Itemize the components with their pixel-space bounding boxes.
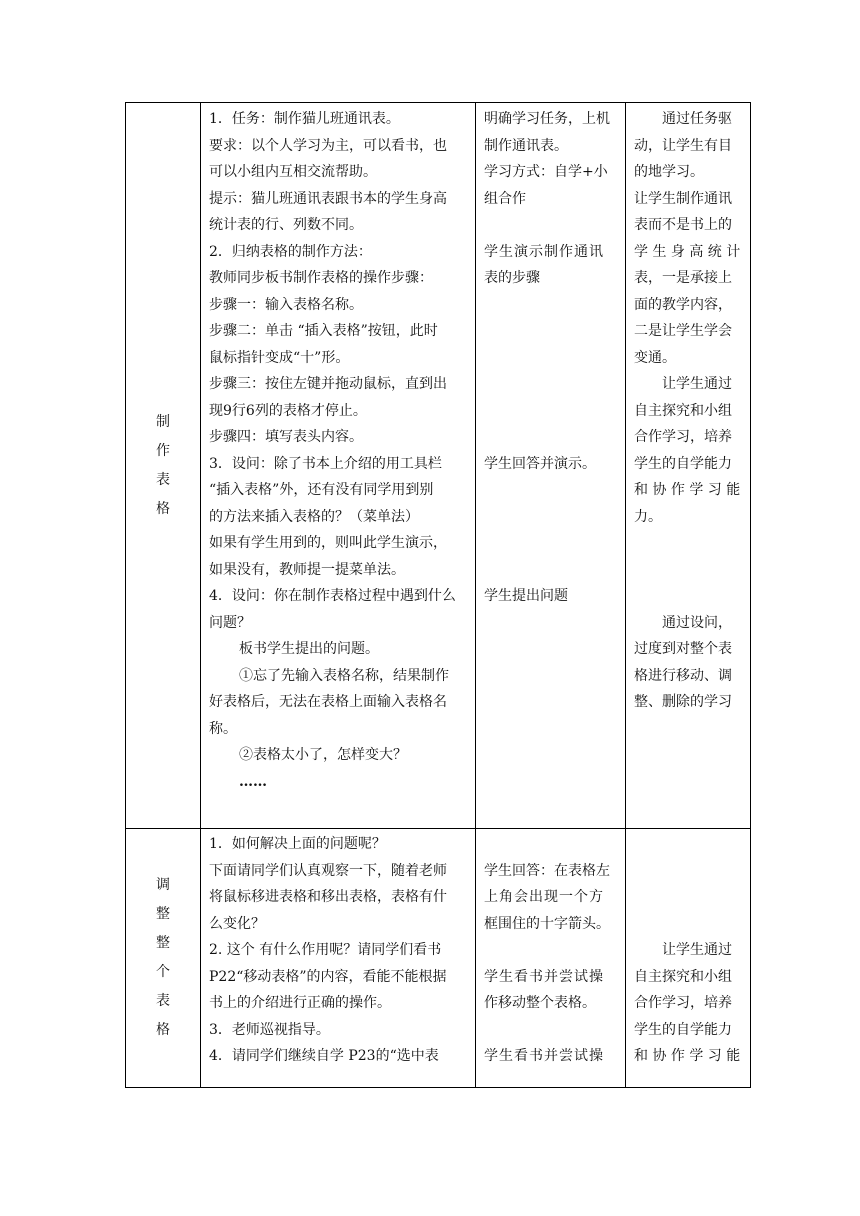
content-cell (201, 829, 476, 1088)
content-line: 要求：以个人学习为主，可以看书，也 (209, 137, 447, 154)
content-line: 称。 (209, 720, 237, 737)
content-line: 1．如何解决上面的问题呢？ (209, 836, 386, 852)
category-char: 格 (156, 1022, 170, 1038)
content-line: 2．归纳表格的制作方法： (209, 243, 372, 260)
category-char: 调 (156, 877, 170, 893)
content-line: 3．老师巡视指导。 (209, 1021, 330, 1038)
content-line: 1．任务：制作猫儿班通讯表。 (209, 111, 400, 127)
table-row (126, 103, 751, 829)
purpose-line: 变通。 (634, 349, 676, 366)
category-char: 制 (156, 413, 170, 430)
student-line: 学生回答并演示。 (484, 455, 596, 472)
content-line: 步骤三：按住左键并拖动鼠标，直到出 (209, 376, 447, 392)
purpose-line: 学 生 身 高 统 计 (634, 243, 741, 260)
student-line: 明确学习任务，上机 (484, 111, 610, 127)
content-line: ①忘了先输入表格名称，结果制作 (239, 667, 449, 684)
purpose-line: 表，一是承接上 (634, 270, 732, 286)
content-line: P22“移动表格”的内容，看能不能根据 (209, 968, 447, 985)
purpose-line: 让学生通过 (662, 376, 732, 392)
purpose-line: 面的教学内容， (634, 296, 732, 313)
content-line: 教师同步板书制作表格的操作步骤： (209, 270, 433, 286)
lesson-plan-table (125, 102, 751, 1088)
purpose-line: 和 协 作 学 习 能 (634, 482, 741, 498)
content-line: 4．设问：你在制作表格过程中遇到什么 (209, 588, 456, 604)
purpose-line: 让学生通过 (662, 942, 732, 958)
content-line: 将鼠标移进表格和移出表格，表格有什 (209, 889, 447, 905)
purpose-line: 力。 (634, 508, 662, 525)
purpose-line: 学生的自学能力 (634, 1021, 732, 1038)
content-line: 如果有学生用到的，则叫此学生演示， (209, 535, 447, 551)
category-char: 整 (156, 906, 170, 922)
category-char: 作 (156, 442, 170, 459)
student-line: 学生回答：在表格左 (484, 862, 610, 879)
purpose-line: 自主探究和小组 (634, 968, 732, 985)
category-char: 表 (156, 993, 170, 1009)
purpose-line: 和 协 作 学 习 能 (634, 1048, 741, 1064)
content-line: 书上的介绍进行正确的操作。 (209, 995, 391, 1011)
content-line: 么变化？ (209, 915, 265, 932)
category-char: 个 (156, 964, 170, 980)
category-char: 整 (156, 935, 170, 951)
student-line: 学生演示制作通讯 (484, 243, 604, 260)
content-line: …… (239, 773, 267, 790)
purpose-line: 整、删除的学习 (634, 694, 732, 710)
purpose-line: 动，让学生有目 (634, 137, 732, 154)
category-cell (126, 103, 201, 829)
category-cell (126, 829, 201, 1088)
category-char: 表 (156, 471, 170, 488)
content-line: 板书学生提出的问题。 (239, 641, 379, 657)
content-line: 现9行6列的表格才停止。 (209, 402, 367, 419)
student-line: 上角会出现一个方 (484, 889, 604, 905)
student-line: 学生看书并尝试操 (484, 968, 604, 985)
content-line: 4．请同学们继续自学 P23的“选中表 (209, 1048, 439, 1064)
student-line: 框围住的十字箭头。 (484, 915, 610, 932)
content-line: 下面请同学们认真观察一下，随着老师 (209, 862, 447, 879)
content-line: 的方法来插入表格的？（菜单法） (209, 508, 419, 525)
purpose-line: 表而不是书上的 (634, 217, 732, 233)
student-activity-cell (476, 103, 626, 829)
purpose-line: 合作学习，培养 (634, 995, 732, 1011)
purpose-line: 过度到对整个表 (634, 641, 732, 657)
content-line: 3．设问：除了书本上介绍的用工具栏 (209, 455, 442, 472)
purpose-line: 二是让学生学会 (634, 323, 732, 339)
content-line: ②表格太小了，怎样变大？ (239, 747, 407, 763)
student-line: 学生看书并尝试操 (484, 1048, 604, 1064)
content-line: 步骤四：填写表头内容。 (209, 429, 363, 445)
purpose-cell (626, 103, 751, 829)
purpose-line: 的地学习。 (634, 164, 704, 180)
student-line: 组合作 (484, 190, 526, 207)
student-line: 作移动整个表格。 (484, 995, 596, 1011)
purpose-line: 通过设问， (662, 614, 732, 631)
student-line: 学习方式：自学+小 (484, 164, 608, 180)
purpose-line: 自主探究和小组 (634, 402, 732, 419)
purpose-line: 学生的自学能力 (634, 455, 732, 472)
content-line: 可以小组内互相交流帮助。 (209, 164, 377, 180)
purpose-cell (626, 829, 751, 1088)
purpose-line: 通过任务驱 (662, 111, 732, 127)
content-line: 统计表的行、列数不同。 (209, 217, 363, 233)
content-line: 如果没有，教师提一提菜单法。 (209, 561, 405, 578)
student-line: 学生提出问题 (484, 588, 568, 604)
content-line: 好表格后，无法在表格上面输入表格名 (209, 694, 447, 710)
student-line: 制作通讯表。 (484, 137, 568, 154)
content-line: 提示：猫儿班通讯表跟书本的学生身高 (209, 190, 447, 207)
student-activity-cell (476, 829, 626, 1088)
content-line: 鼠标指针变成“十”形。 (209, 349, 350, 366)
student-line: 表的步骤 (484, 270, 540, 286)
content-line: 问题？ (209, 614, 251, 631)
purpose-line: 让学生制作通讯 (634, 190, 732, 207)
content-line: “插入表格”外，还有没有同学用到别 (209, 482, 434, 498)
category-char: 格 (156, 500, 170, 517)
content-line: 步骤二：单击 “插入表格”按钮，此时 (209, 323, 438, 339)
purpose-line: 合作学习，培养 (634, 429, 732, 445)
table-row (126, 829, 751, 1088)
content-line: 2. 这个 有什么作用呢？请同学们看书 (209, 942, 442, 958)
content-cell (201, 103, 476, 829)
purpose-line: 格进行移动、调 (634, 667, 732, 684)
content-line: 步骤一：输入表格名称。 (209, 296, 363, 313)
